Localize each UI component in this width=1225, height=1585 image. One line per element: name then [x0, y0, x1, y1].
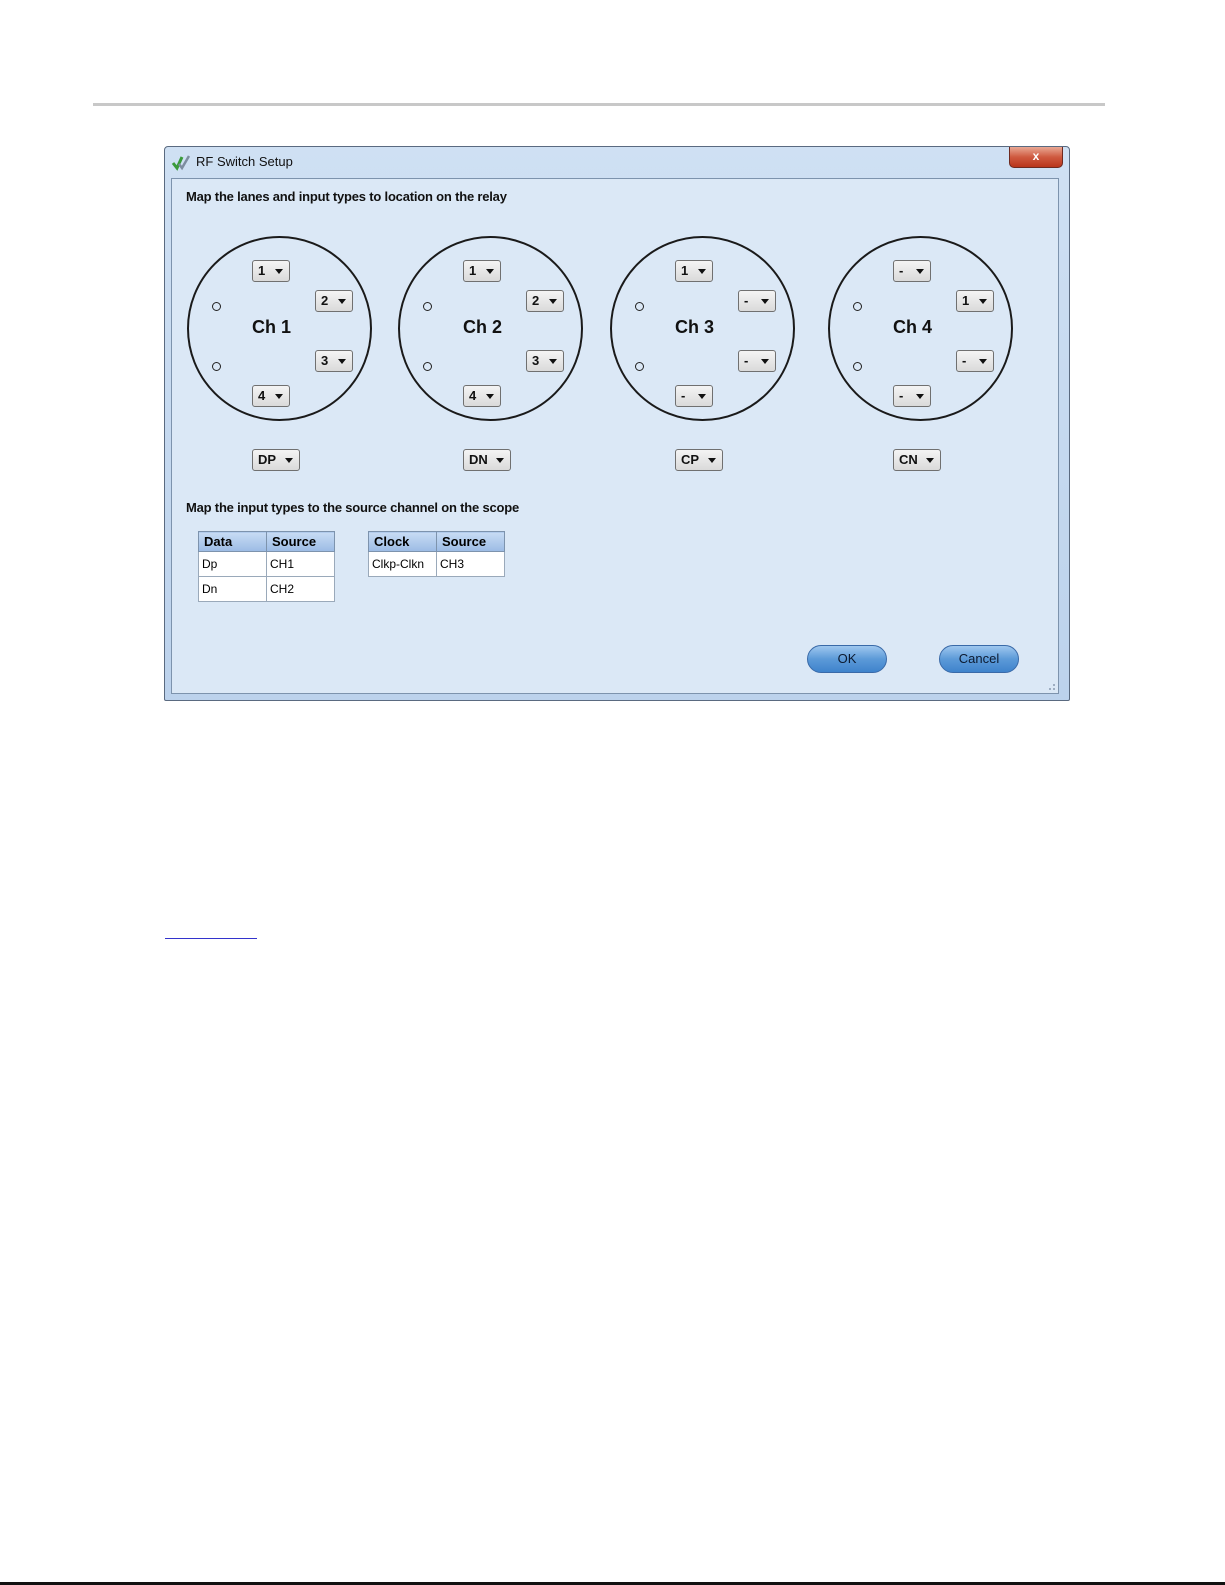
dropdown-arrow-icon [549, 359, 557, 364]
table-cell[interactable]: CH2 [267, 577, 335, 602]
dropdown-arrow-icon [926, 458, 934, 463]
dropdown-arrow-icon [979, 299, 987, 304]
ch2-input-type-dropdown[interactable] [463, 449, 511, 471]
ch4-top-position-dropdown[interactable] [893, 260, 931, 282]
dropdown-value: 2 [321, 293, 329, 308]
dropdown-value: DN [469, 452, 488, 467]
channel-label-ch3: Ch 3 [675, 317, 715, 337]
channel-label-ch2: Ch 2 [463, 317, 503, 337]
table-header-row [199, 532, 335, 552]
dropdown-arrow-icon [761, 299, 769, 304]
dropdown-value: - [744, 293, 749, 308]
ch3-input-type-dropdown[interactable] [675, 449, 723, 471]
relay-port-dot [212, 362, 221, 371]
dropdown-value: DP [258, 452, 277, 467]
ch4-input-type-dropdown[interactable] [893, 449, 941, 471]
column-header-data[interactable]: Data [199, 532, 267, 552]
dropdown-arrow-icon [698, 269, 706, 274]
ch2-right-upper-position-dropdown[interactable] [526, 290, 564, 312]
dropdown-value: 1 [681, 263, 689, 278]
dropdown-value: CN [899, 452, 918, 467]
app-checkmark-icon [171, 152, 191, 172]
dropdown-arrow-icon [916, 394, 924, 399]
relay-port-dot [853, 302, 862, 311]
ch1-right-upper-position-dropdown[interactable] [315, 290, 353, 312]
relay-port-dot [212, 302, 221, 311]
dialog-client-area [171, 178, 1059, 694]
dropdown-arrow-icon [496, 458, 504, 463]
dropdown-arrow-icon [979, 359, 987, 364]
dropdown-value: 1 [258, 263, 266, 278]
dropdown-value: CP [681, 452, 700, 467]
dropdown-arrow-icon [285, 458, 293, 463]
ch4-right-upper-position-dropdown[interactable] [956, 290, 994, 312]
dropdown-arrow-icon [486, 269, 494, 274]
resize-grip-icon[interactable] [1046, 681, 1056, 691]
ch2-top-position-dropdown[interactable] [463, 260, 501, 282]
dropdown-value: 2 [532, 293, 540, 308]
table-header-row [369, 532, 505, 552]
ch3-right-lower-position-dropdown[interactable] [738, 350, 776, 372]
ch1-input-type-dropdown[interactable] [252, 449, 300, 471]
close-button[interactable]: x [1009, 147, 1063, 168]
dropdown-value: - [681, 388, 686, 403]
table-row [199, 577, 335, 602]
scope-mapping-heading: Map the input types to the source channel on the scope [186, 500, 520, 515]
table-cell[interactable]: CH3 [437, 552, 505, 577]
dropdown-arrow-icon [338, 359, 346, 364]
ch2-right-lower-position-dropdown[interactable] [526, 350, 564, 372]
ch4-right-lower-position-dropdown[interactable] [956, 350, 994, 372]
relay-port-dot [853, 362, 862, 371]
relay-port-dot [635, 302, 644, 311]
ch3-top-position-dropdown[interactable] [675, 260, 713, 282]
ch1-top-position-dropdown[interactable] [252, 260, 290, 282]
column-header-clock[interactable]: Clock [369, 532, 437, 552]
relay-port-dot [635, 362, 644, 371]
column-header-source[interactable]: Source [437, 532, 505, 552]
rf-switch-setup-dialog [164, 146, 1070, 701]
dropdown-value: - [962, 353, 967, 368]
relay-mapping-heading: Map the lanes and input types to location on the relay [186, 189, 507, 204]
dropdown-arrow-icon [549, 299, 557, 304]
dropdown-arrow-icon [698, 394, 706, 399]
table-row [369, 552, 505, 577]
title-bar[interactable] [165, 147, 1069, 177]
ch1-bottom-position-dropdown[interactable] [252, 385, 290, 407]
dropdown-value: 4 [469, 388, 477, 403]
dropdown-value: 4 [258, 388, 266, 403]
dropdown-value: - [899, 263, 904, 278]
table-row [199, 552, 335, 577]
dropdown-value: - [899, 388, 904, 403]
column-header-source[interactable]: Source [267, 532, 335, 552]
page-top-rule [93, 103, 1105, 106]
hyperlink-underline[interactable] [165, 938, 257, 939]
cancel-button[interactable]: Cancel [939, 645, 1019, 673]
ch2-bottom-position-dropdown[interactable] [463, 385, 501, 407]
ok-button[interactable]: OK [807, 645, 887, 673]
dropdown-arrow-icon [916, 269, 924, 274]
table-cell[interactable]: CH1 [267, 552, 335, 577]
relay-port-dot [423, 362, 432, 371]
table-cell[interactable]: Clkp-Clkn [369, 552, 437, 577]
ch3-right-upper-position-dropdown[interactable] [738, 290, 776, 312]
dropdown-value: 3 [532, 353, 540, 368]
dropdown-value: 1 [962, 293, 970, 308]
dropdown-arrow-icon [486, 394, 494, 399]
relay-port-dot [423, 302, 432, 311]
dropdown-arrow-icon [275, 394, 283, 399]
ch1-right-lower-position-dropdown[interactable] [315, 350, 353, 372]
dropdown-value: 3 [321, 353, 329, 368]
data-source-table [198, 531, 335, 602]
channel-label-ch1: Ch 1 [252, 317, 292, 337]
ch3-bottom-position-dropdown[interactable] [675, 385, 713, 407]
dropdown-value: 1 [469, 263, 477, 278]
dropdown-arrow-icon [275, 269, 283, 274]
window-title: RF Switch Setup [196, 154, 293, 169]
dropdown-arrow-icon [338, 299, 346, 304]
table-cell[interactable]: Dn [199, 577, 267, 602]
dropdown-arrow-icon [708, 458, 716, 463]
channel-label-ch4: Ch 4 [893, 317, 933, 337]
ch4-bottom-position-dropdown[interactable] [893, 385, 931, 407]
clock-source-table [368, 531, 505, 577]
dropdown-arrow-icon [761, 359, 769, 364]
dropdown-value: - [744, 353, 749, 368]
table-cell[interactable]: Dp [199, 552, 267, 577]
